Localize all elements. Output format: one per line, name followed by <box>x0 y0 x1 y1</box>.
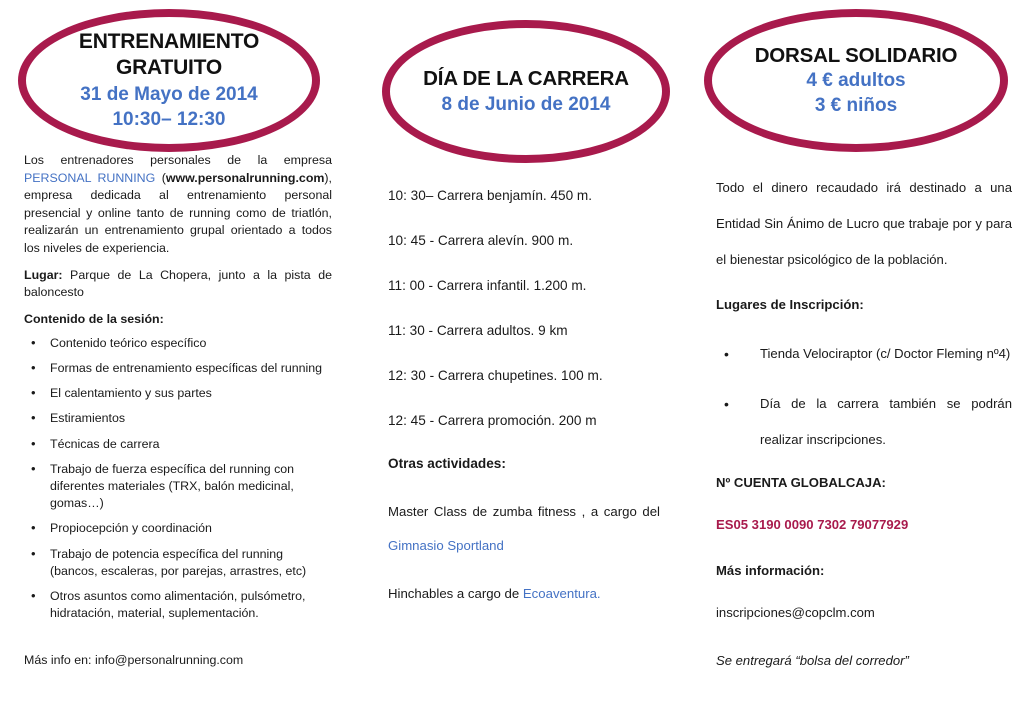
list-item: • Trabajo de potencia específica del running (bancos, escaleras, por parejas, arrastres, etc) <box>24 546 332 580</box>
list-item: • Técnicas de carrera <box>24 436 332 453</box>
header-ellipse-entrenamiento-gratuito <box>18 9 320 152</box>
ellipse-title-line1: DORSAL SOLIDARIO <box>754 43 958 67</box>
left-more-info: Más info en: info@personalrunning.com <box>24 653 244 668</box>
column-right-solidarity <box>716 170 1012 672</box>
company-website[interactable]: www.personalrunning.com <box>165 170 325 185</box>
location-paragraph <box>24 267 332 302</box>
intro-paragraph <box>24 152 332 258</box>
ellipse-subtitle-price-adults: 4 € adultos <box>806 70 906 92</box>
list-item: • Tienda Velociraptor (c/ Doctor Fleming nº4) <box>716 336 1012 372</box>
header-ellipse-dorsal-solidario <box>704 9 1008 152</box>
header-ellipse-dia-de-la-carrera <box>382 20 670 163</box>
race-schedule-item: 10: 45 - Carrera alevín. 900 m. <box>388 233 574 248</box>
activity-hinchables-text: Hinchables a cargo de <box>388 586 523 601</box>
ellipse-title-line1: ENTRENAMIENTO <box>78 30 260 54</box>
list-item: • El calentamiento y sus partes <box>24 385 332 402</box>
race-schedule-item: 12: 30 - Carrera chupetines. 100 m. <box>388 368 603 383</box>
race-schedule-item: 11: 00 - Carrera infantil. 1.200 m. <box>388 278 587 293</box>
list-item: • Estiramientos <box>24 410 332 427</box>
list-item: • Formas de entrenamiento específicas del running <box>24 360 332 377</box>
charity-paragraph: Todo el dinero recaudado irá destinado a una Entidad Sin Ánimo de Lucro que trabaje por y para el bienestar psicológico de la población. <box>716 180 1012 267</box>
column-middle-schedule <box>388 186 660 611</box>
ellipse-subtitle-date: 8 de Junio de 2014 <box>441 93 611 115</box>
contact-email[interactable]: inscripciones@copclm.com <box>716 605 875 620</box>
more-information-heading: Más información: <box>716 563 825 578</box>
bank-account-number: ES05 3190 0090 7302 79077929 <box>716 517 909 532</box>
list-item: • Trabajo de fuerza específica del running con diferentes materiales (TRX, balón medicinal, gomas…) <box>24 461 332 513</box>
account-heading: Nº CUENTA GLOBALCAJA: <box>716 475 886 490</box>
other-activities-heading: Otras actividades: <box>388 456 506 471</box>
session-content-heading: Contenido de la sesión: <box>24 311 164 326</box>
registration-heading: Lugares de Inscripción: <box>716 297 864 312</box>
location-value: Parque de La Chopera, junto a la pista de baloncesto <box>24 267 332 300</box>
runner-bag-note: Se entregará “bolsa del corredor” <box>716 653 909 668</box>
list-item: • Otros asuntos como alimentación, pulsómetro, hidratación, material, suplementación. <box>24 588 332 622</box>
gimnasio-sportland-link[interactable]: Gimnasio Sportland <box>388 538 504 553</box>
ellipse-title-line1: DÍA DE LA CARRERA <box>423 67 629 91</box>
intro-text-part2: ( <box>155 170 166 185</box>
location-label: Lugar: <box>24 267 63 282</box>
intro-text-part1: Los entrenadores personales de la empresa <box>24 153 332 167</box>
company-name-link[interactable]: PERSONAL RUNNING <box>24 170 156 185</box>
ecoaventura-link[interactable]: Ecoaventura. <box>522 586 601 601</box>
race-schedule-item: 10: 30– Carrera benjamín. 450 m. <box>388 188 593 203</box>
list-item: • Día de la carrera también se podrán realizar inscripciones. <box>716 386 1012 458</box>
registration-list <box>716 336 1012 458</box>
activity-zumba-text: Master Class de zumba fitness , a cargo del <box>388 504 660 519</box>
ellipse-subtitle-time: 10:30– 12:30 <box>112 108 226 130</box>
ellipse-subtitle-price-children: 3 € niños <box>814 95 898 117</box>
list-item: • Contenido teórico específico <box>24 335 332 352</box>
activity-hinchables <box>388 577 660 611</box>
session-content-list <box>24 335 332 623</box>
intro-text-part3: ), empresa dedicada al entrenamiento personal presencial y online tanto de running como de triatlón, realizarán un entrenamiento grupal orientado a todos los niveles de experiencia. <box>24 170 332 255</box>
list-item: • Propiocepción y coordinación <box>24 520 332 537</box>
race-schedule-item: 11: 30 - Carrera adultos. 9 km <box>388 323 568 338</box>
race-schedule-item: 12: 45 - Carrera promoción. 200 m <box>388 413 597 428</box>
ellipse-subtitle-date: 31 de Mayo de 2014 <box>80 83 258 105</box>
ellipse-title-line2: GRATUITO <box>115 56 223 80</box>
activity-zumba <box>388 495 660 563</box>
column-left-training <box>24 152 332 678</box>
